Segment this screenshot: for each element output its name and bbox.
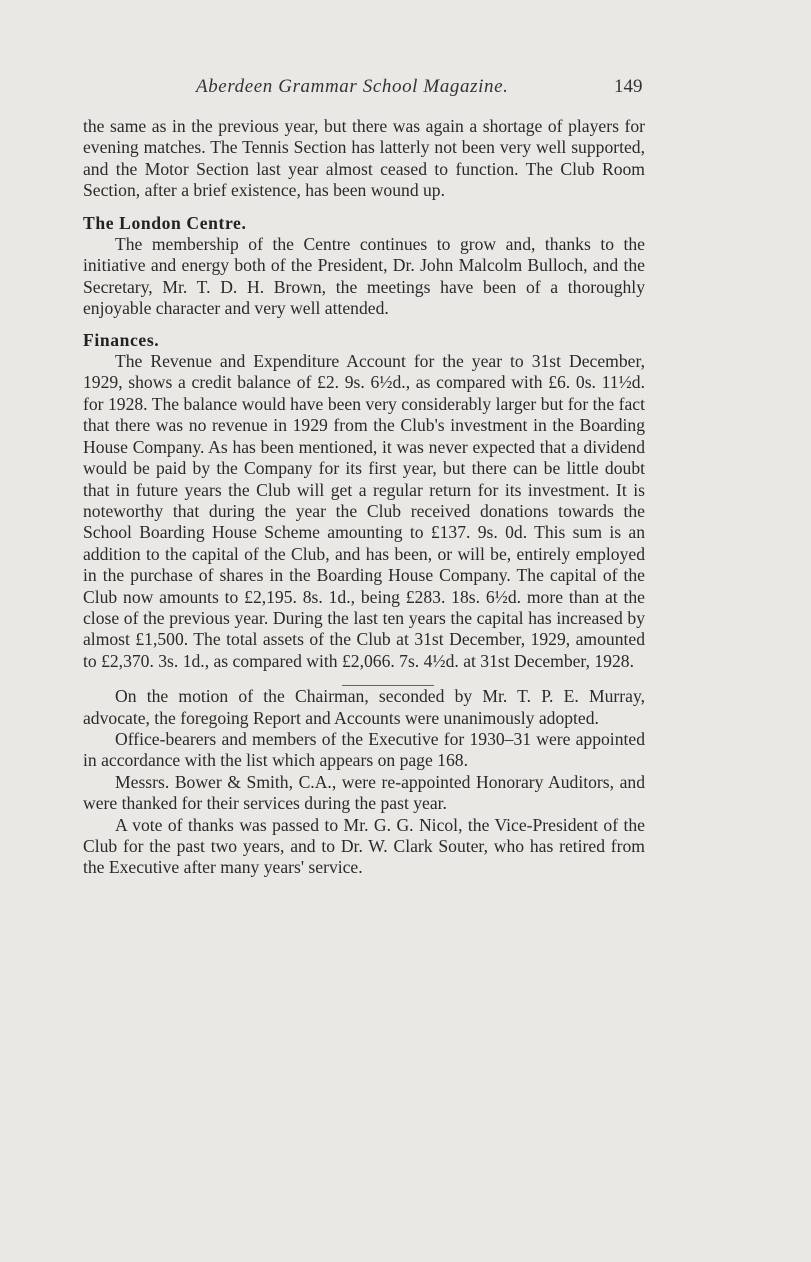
- minutes-paragraph: Messrs. Bower & Smith, C.A., were re-appointed Honorary Auditors, and were thanked for their services during the past year.: [83, 771, 645, 814]
- section-heading-london-centre: The London Centre.: [83, 212, 247, 233]
- running-title: Aberdeen Grammar School Magazine.: [196, 76, 509, 97]
- minutes-paragraph: A vote of thanks was passed to Mr. G. G. Nicol, the Vice-President of the Club for the past two years, and to Dr. W. Clark Souter, who has retired from the Executive after many years' service.: [83, 814, 645, 878]
- minutes-paragraph: Office-bearers and members of the Executive for 1930–31 were appointed in accordance with the list which appears on page 168.: [83, 728, 645, 771]
- london-centre-paragraph: The membership of the Centre continues to grow and, thanks to the initiative and energy both of the President, Dr. John Malcolm Bulloch, and the Secretary, Mr. T. D. H. Brown, the meetings have been of a thoroughly enjoyable character and very well attended.: [83, 234, 645, 319]
- finances-paragraph: The Revenue and Expenditure Account for the year to 31st December, 1929, shows a credit balance of £2. 9s. 6½d., as compared with £6. 0s. 11½d. for 1928. The balance would have been very considerably larger but for the fact that there was no revenue in 1929 from the Club's investment in the Boarding House Company. As has been mentioned, it was never expected that a dividend would be paid by the Company for its first year, but there can be little doubt that in future years the Club will get a regular return for its investment. It is noteworthy that during the year the Club received donations towards the School Boarding House Scheme amounting to £137. 9s. 0d. This sum is an addition to the capital of the Club, and has been, or will be, entirely employed in the purchase of shares in the Boarding House Company. The capital of the Club now amounts to £2,195. 8s. 1d., being £283. 18s. 6½d. more than at the close of the previous year. During the last ten years the capital has increased by almost £1,500. The total assets of the Club at 31st December, 1929, amounted to £2,370. 3s. 1d., as compared with £2,066. 7s. 4½d. at 31st December, 1928.: [83, 351, 645, 671]
- intro-paragraph: the same as in the previous year, but there was again a shortage of players for evening matches. The Tennis Section has latterly not been very well supported, and the Motor Section last year almost ceased to function. The Club Room Section, after a brief existence, has been wound up.: [83, 116, 645, 201]
- section-divider: [342, 685, 434, 686]
- page-number: 149: [614, 76, 643, 97]
- page-body: [83, 116, 645, 879]
- section-heading-finances: Finances.: [83, 329, 160, 350]
- minutes-paragraph: On the motion of the Chairman, seconded by Mr. T. P. E. Murray, advocate, the foregoing Report and Accounts were unanimously adopted.: [83, 686, 645, 728]
- page-header: [0, 76, 811, 106]
